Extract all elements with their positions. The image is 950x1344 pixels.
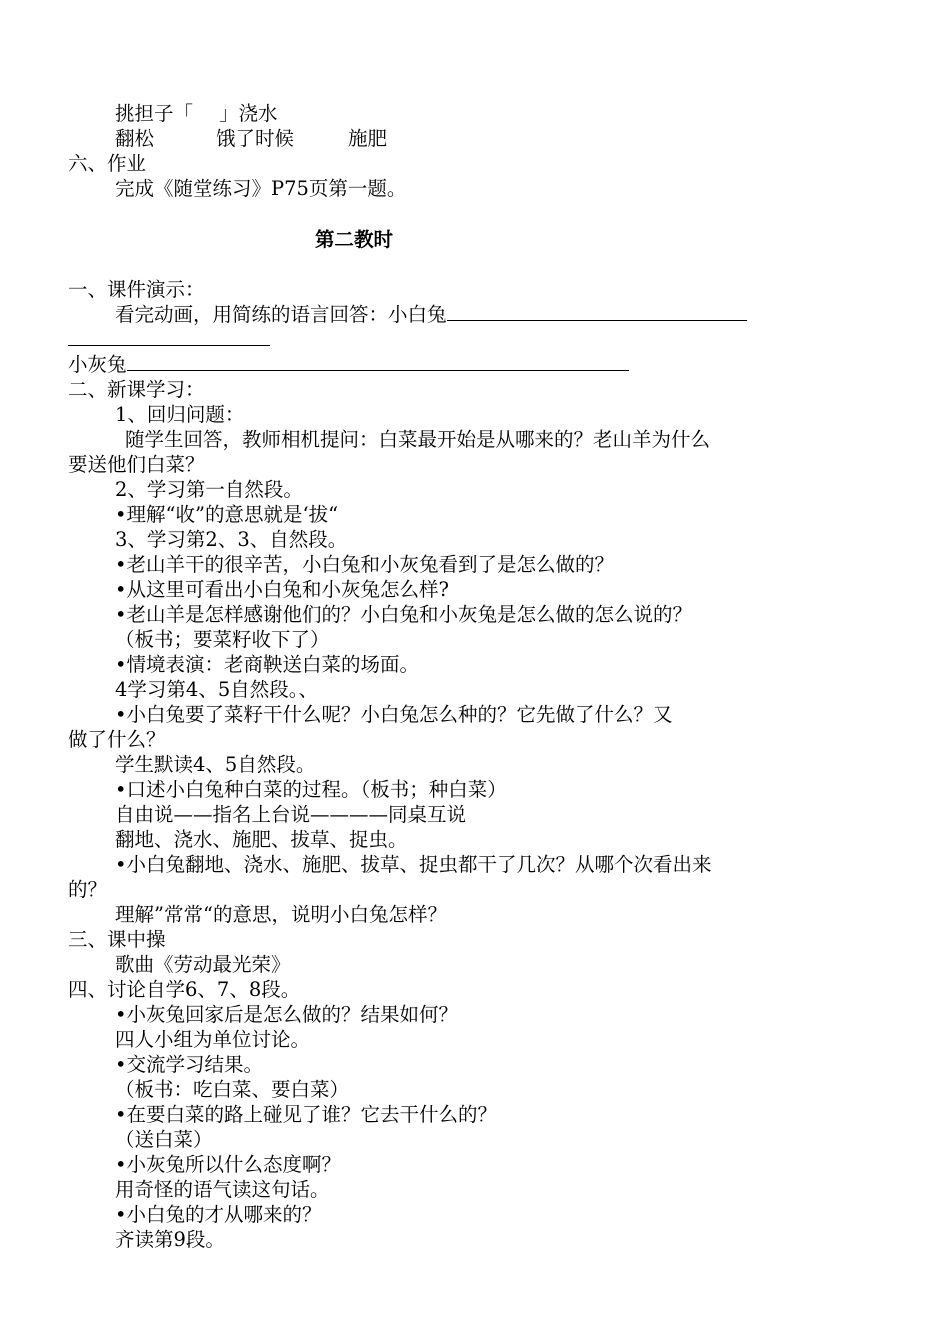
section-4-board-note: （板书：吃白菜、要白菜） — [115, 1078, 350, 1101]
step-2-text: •理解“收”的意思就是‘拔“ — [115, 503, 339, 526]
step-4-text-b: 做了什么？ — [68, 728, 166, 751]
step-2: 2、学习第一自然段。 — [115, 478, 303, 501]
step-3-text-b: •从这里可看出小白兔和小灰兔怎么样? — [115, 578, 449, 601]
step-4-text-h: 的？ — [68, 878, 108, 901]
step-4-text-d: •口述小白兔种白菜的过程。（板书；种白菜） — [115, 778, 507, 801]
question-gray-rabbit: 小灰兔 — [68, 353, 127, 376]
text-carry-pole: 挑担子「 — [115, 102, 194, 125]
text-fertilize: 施肥 — [348, 127, 388, 150]
step-1: 1、回归问题： — [115, 403, 245, 426]
section-3-heading: 三、课中操 — [68, 928, 166, 951]
answer-blank-2 — [127, 370, 629, 371]
section-4-text-a: •小灰兔回家后是怎么做的？结果如何？ — [115, 1003, 459, 1026]
text-watering: 」浇水 — [219, 102, 278, 125]
section-4-text-i: •小白兔的才从哪来的？ — [115, 1203, 322, 1226]
line-carry-pole — [115, 101, 278, 126]
section-3-song: 歌曲《劳动最光荣》 — [115, 953, 291, 976]
step-1-text-b: 要送他们白菜？ — [68, 453, 205, 476]
text-loosen: 翻松 — [115, 127, 155, 150]
section-4-heading: 四、讨论自学6、7、8段。 — [68, 978, 301, 1001]
section-4-text-c: •交流学习结果。 — [115, 1053, 264, 1076]
step-4-text-a: •小白兔要了菜籽干什么呢？小白兔怎么种的？它先做了什么？又 — [115, 703, 673, 726]
section-homework: 六、作业 — [68, 152, 147, 175]
answer-blank-continued — [68, 345, 270, 346]
step-4: 4学习第4、5自然段。、 — [115, 678, 318, 701]
section-4-text-b: 四人小组为单位讨论。 — [115, 1028, 311, 1051]
section-2-heading: 二、新课学习： — [68, 378, 205, 401]
step-4-text-i: 理解”常常“的意思，说明小白兔怎样？ — [115, 903, 447, 926]
step-1-text-a: 随学生回答，教师相机提问：白菜最开始是从哪来的？老山羊为什么 — [125, 428, 711, 451]
section-4-text-g: •小灰兔所以什么态度啊？ — [115, 1153, 342, 1176]
section-4-text-j: 齐读第9段。 — [115, 1228, 225, 1251]
step-4-text-c: 学生默读4、5自然段。 — [115, 753, 316, 776]
homework-text: 完成《随堂练习》P75页第一题。 — [115, 177, 407, 200]
answer-blank — [447, 320, 747, 321]
step-3-text-a: •老山羊干的很辛苦，小白兔和小灰兔看到了是怎么做的？ — [115, 553, 615, 576]
step-3-text-c: •老山羊是怎样感谢他们的？小白兔和小灰兔是怎么做的怎么说的？ — [115, 603, 693, 626]
lesson-title: 第二教时 — [315, 228, 394, 251]
step-3-board-note: （板书；要菜籽收下了） — [115, 628, 330, 651]
section-4-text-e: •在要白菜的路上碰见了谁？它去干什么的？ — [115, 1103, 498, 1126]
section-1-heading: 一、课件演示： — [68, 278, 205, 301]
step-3: 3、学习第2、3、自然段。 — [115, 528, 348, 551]
section-4-text-f: （送白菜） — [115, 1128, 213, 1151]
step-3-text-e: •情境表演：老商鞅送白菜的场面。 — [115, 653, 420, 676]
section-1-question-2 — [68, 352, 629, 377]
step-4-text-e: 自由说——指名上台说————同桌互说 — [115, 803, 467, 826]
question-white-rabbit: 看完动画，用简练的语言回答：小白兔 — [115, 303, 447, 326]
text-hungry: 饿了时候 — [216, 127, 295, 150]
step-4-text-g: •小白兔翻地、浇水、施肥、拔草、捉虫都干了几次？从哪个次看出来 — [115, 853, 712, 876]
line-options — [115, 126, 387, 151]
section-4-text-h: 用奇怪的语气读这句话。 — [115, 1178, 330, 1201]
step-4-text-f: 翻地、浇水、施肥、拔草、捉虫。 — [115, 828, 408, 851]
section-1-question — [115, 302, 747, 327]
